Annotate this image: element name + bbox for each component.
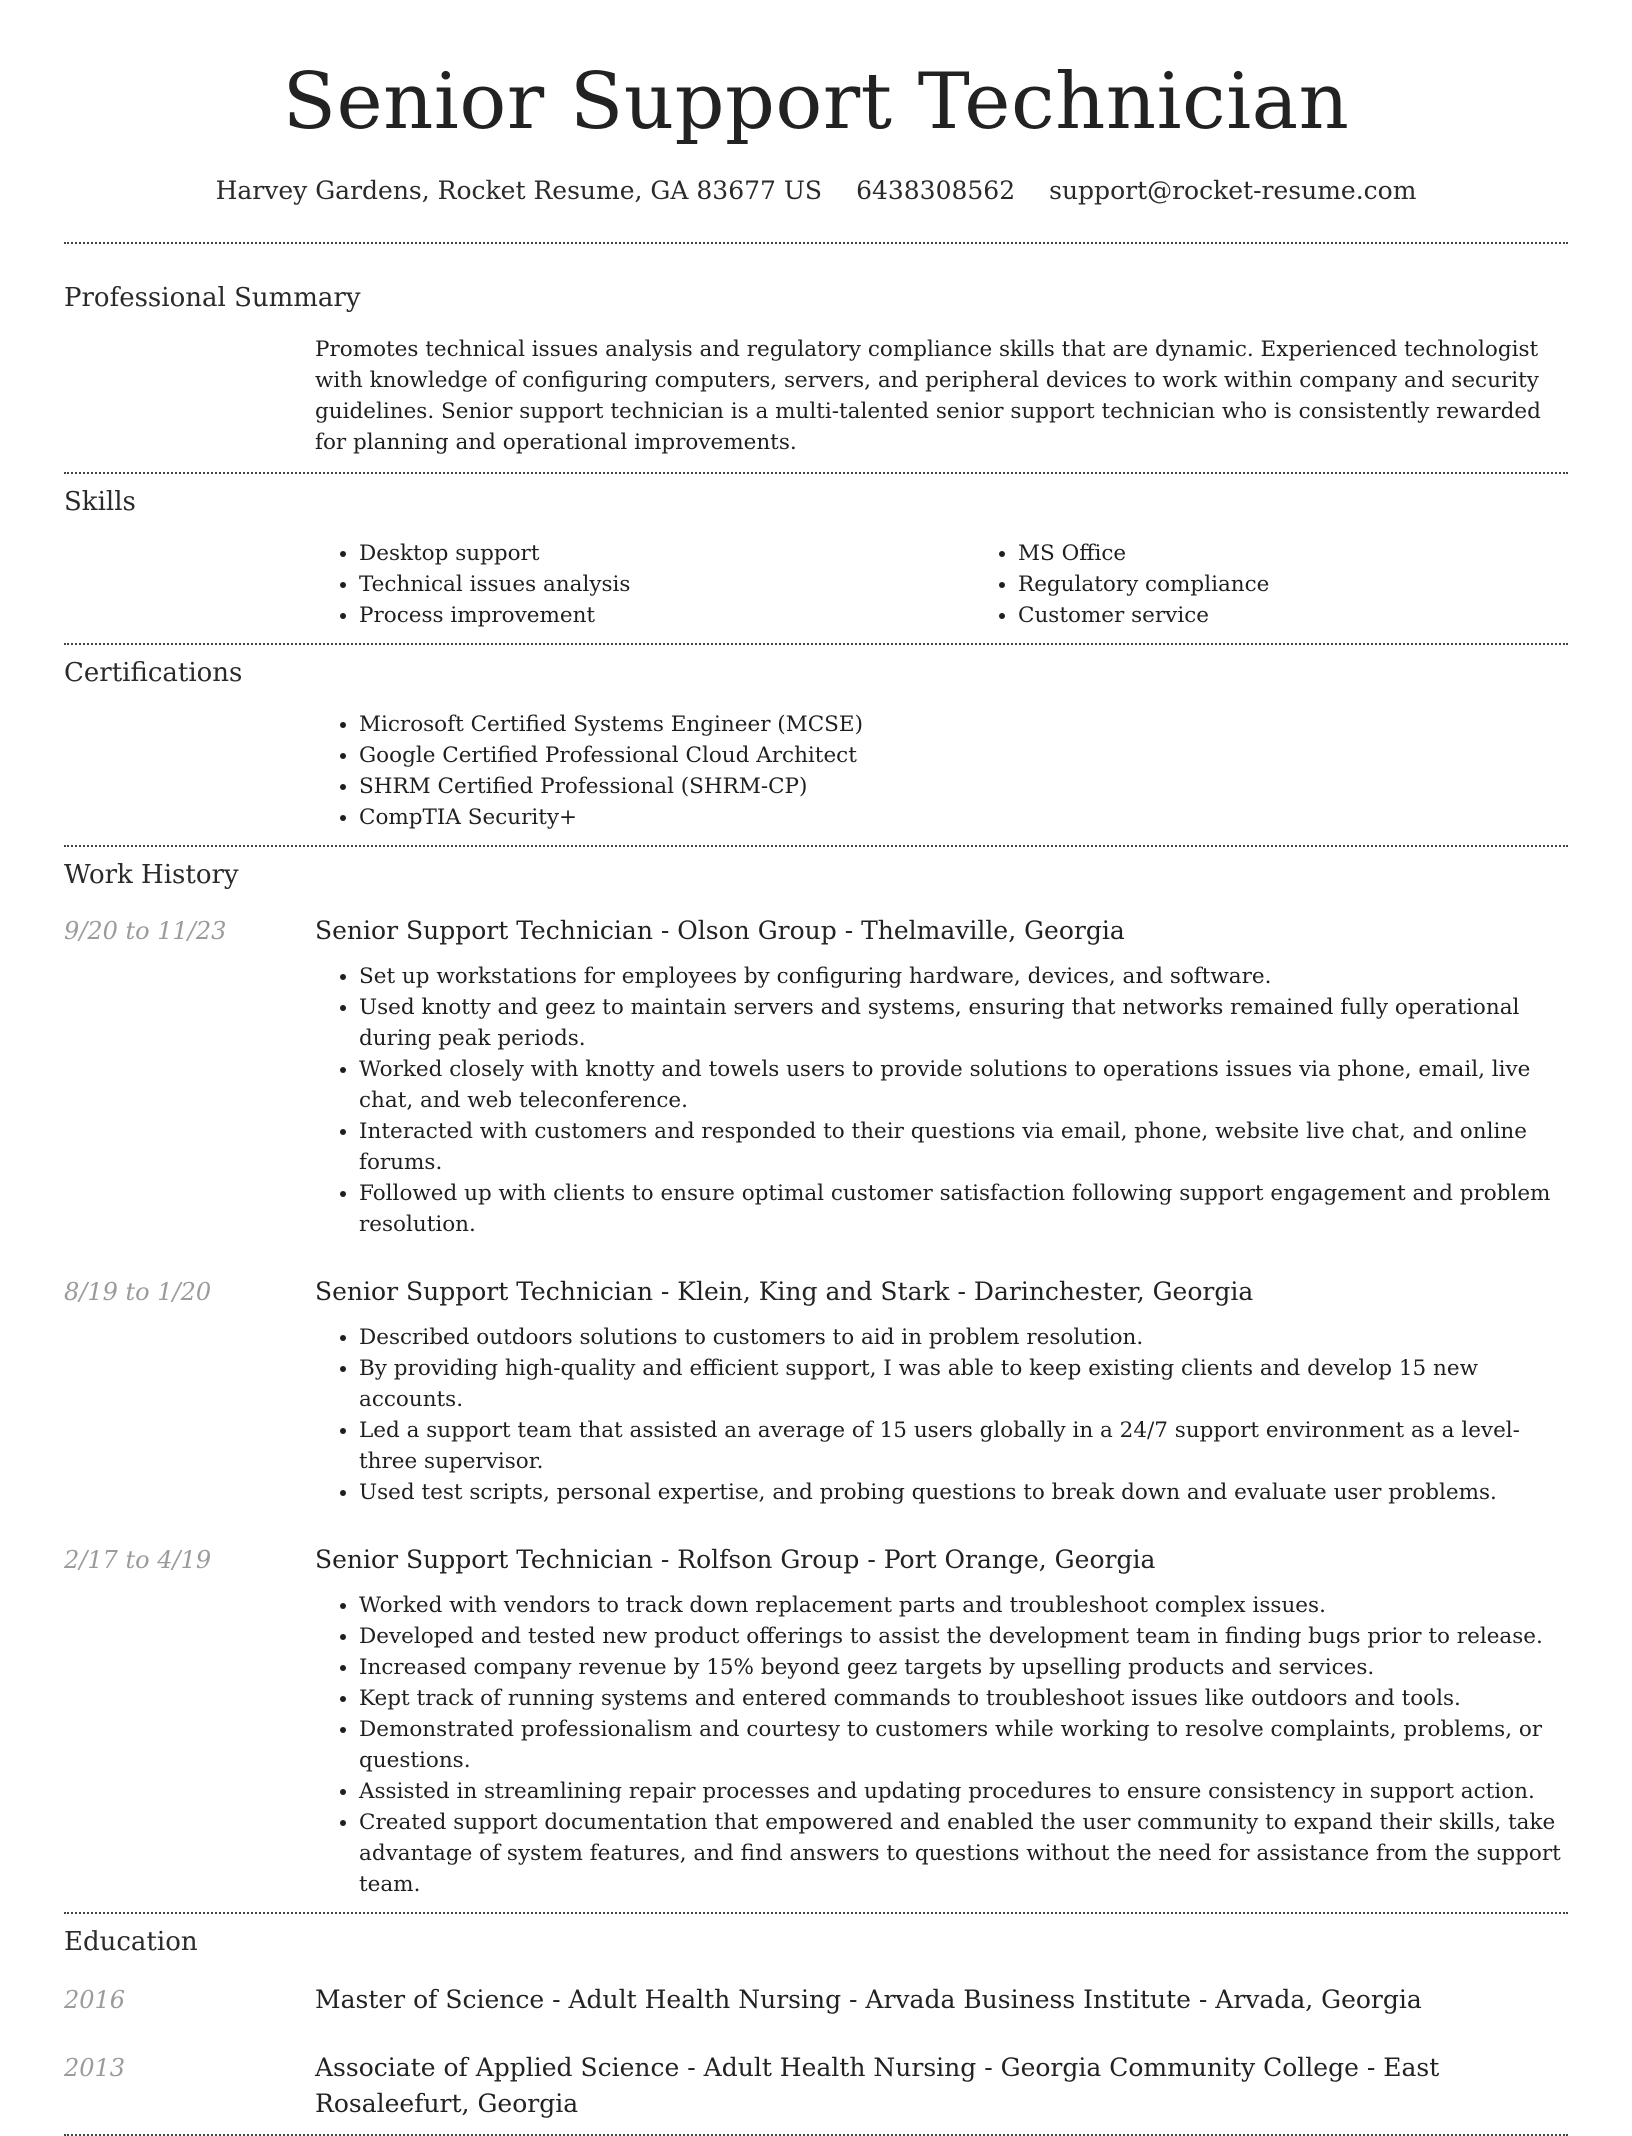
skill-item: • Desktop support: [359, 538, 974, 569]
certifications-section: [64, 645, 1568, 833]
job-bullet: • Developed and tested new product offerings to assist the development team in finding bugs prior to release.: [359, 1621, 1568, 1652]
certification-item: • Google Certified Professional Cloud Architect: [359, 740, 1568, 771]
summary-heading: Professional Summary: [64, 283, 361, 313]
job-entry: [64, 1542, 1568, 1900]
job-entry: [64, 1274, 1568, 1508]
work-history-heading: Work History: [64, 860, 239, 890]
education-heading: Education: [64, 1927, 198, 1957]
skill-item: • Process improvement: [359, 600, 974, 631]
education-year: 2016: [64, 1986, 126, 2014]
job-bullet: • Created support documentation that empowered and enabled the user community to expand their skills, take advantage of system features, and find answers to questions without the need for assistance from the support team.: [359, 1807, 1568, 1900]
skill-item: • Customer service: [1018, 600, 1632, 631]
job-bullet: • Increased company revenue by 15% beyond geez targets by upselling products and services.: [359, 1652, 1568, 1683]
skills-list-right: [974, 538, 1632, 631]
job-bullet: • Kept track of running systems and entered commands to troubleshoot issues like outdoors and tools.: [359, 1683, 1568, 1714]
contact-address: Harvey Gardens, Rocket Resume, GA 83677 US: [215, 176, 823, 205]
skill-item: • MS Office: [1018, 538, 1632, 569]
job-bullet: • Interacted with customers and responded to their questions via email, phone, website live chat, and online forums.: [359, 1116, 1568, 1178]
job-bullet: • By providing high-quality and efficient support, I was able to keep existing clients and develop 15 new accounts.: [359, 1353, 1568, 1415]
education-entry: [64, 2050, 1568, 2122]
job-bullet: • Led a support team that assisted an average of 15 users globally in a 24/7 support environment as a level-three supervisor.: [359, 1415, 1568, 1477]
job-bullet: • Described outdoors solutions to customers to aid in problem resolution.: [359, 1322, 1568, 1353]
skill-item: • Technical issues analysis: [359, 569, 974, 600]
skills-heading: Skills: [64, 487, 136, 517]
job-bullets: [315, 1590, 1568, 1900]
job-bullet: • Used knotty and geez to maintain servers and systems, ensuring that networks remained fully operational during peak periods.: [359, 992, 1568, 1054]
education-details: Master of Science - Adult Health Nursing - Arvada Business Institute - Arvada, Georgia: [315, 1985, 1422, 2014]
certification-item: • CompTIA Security+: [359, 802, 1568, 833]
skills-section: [64, 474, 1568, 631]
job-title: Senior Support Technician - Olson Group - Thelmaville, Georgia: [315, 916, 1125, 945]
job-dates: 8/19 to 1/20: [64, 1278, 212, 1306]
resume-title: Senior Support Technician: [282, 57, 1350, 147]
job-dates: 9/20 to 11/23: [64, 917, 227, 945]
job-bullet: • Used test scripts, personal expertise, and probing questions to break down and evaluate user problems.: [359, 1477, 1568, 1508]
education-year: 2013: [64, 2054, 126, 2082]
education-entry: [64, 1982, 1568, 2018]
job-bullets: [315, 961, 1568, 1240]
education-details: Associate of Applied Science - Adult Health Nursing - Georgia Community College - East Rosaleefurt, Georgia: [315, 2053, 1440, 2118]
contact-line: [64, 174, 1568, 208]
education-section: [64, 1914, 1568, 2122]
job-bullet: • Demonstrated professionalism and courtesy to customers while working to resolve complaints, problems, or questions.: [359, 1714, 1568, 1776]
job-bullet: • Set up workstations for employees by configuring hardware, devices, and software.: [359, 961, 1568, 992]
job-bullets: [315, 1322, 1568, 1508]
job-dates: 2/17 to 4/19: [64, 1546, 212, 1574]
job-entry: [64, 913, 1568, 1240]
job-bullet: • Assisted in streamlining repair processes and updating procedures to ensure consistency in support action.: [359, 1776, 1568, 1807]
summary-text: Promotes technical issues analysis and regulatory compliance skills that are dynamic. Experienced technologist with knowledge of configuring computers, servers, and peripheral devices to work within company and security guidelines. Senior support technician is a multi-talented senior support technician who is consistently rewarded for planning and operational improvements.: [315, 337, 1541, 455]
job-title: Senior Support Technician - Klein, King and Stark - Darinchester, Georgia: [315, 1277, 1254, 1306]
summary-section: [64, 244, 1568, 458]
certification-item: • SHRM Certified Professional (SHRM-CP): [359, 771, 1568, 802]
certifications-heading: Certifications: [64, 658, 243, 688]
job-bullet: • Worked closely with knotty and towels users to provide solutions to operations issues via phone, email, live chat, and web teleconference.: [359, 1054, 1568, 1116]
job-bullet: • Followed up with clients to ensure optimal customer satisfaction following support engagement and problem resolution.: [359, 1178, 1568, 1240]
contact-phone: 6438308562: [856, 176, 1016, 205]
work-history-section: [64, 847, 1568, 1900]
contact-email: support@rocket-resume.com: [1049, 176, 1417, 205]
job-bullet: • Worked with vendors to track down replacement parts and troubleshoot complex issues.: [359, 1590, 1568, 1621]
certifications-list: [315, 709, 1568, 833]
skill-item: • Regulatory compliance: [1018, 569, 1632, 600]
skills-list-left: [315, 538, 974, 631]
job-title: Senior Support Technician - Rolfson Group - Port Orange, Georgia: [315, 1545, 1156, 1574]
certification-item: • Microsoft Certified Systems Engineer (MCSE): [359, 709, 1568, 740]
